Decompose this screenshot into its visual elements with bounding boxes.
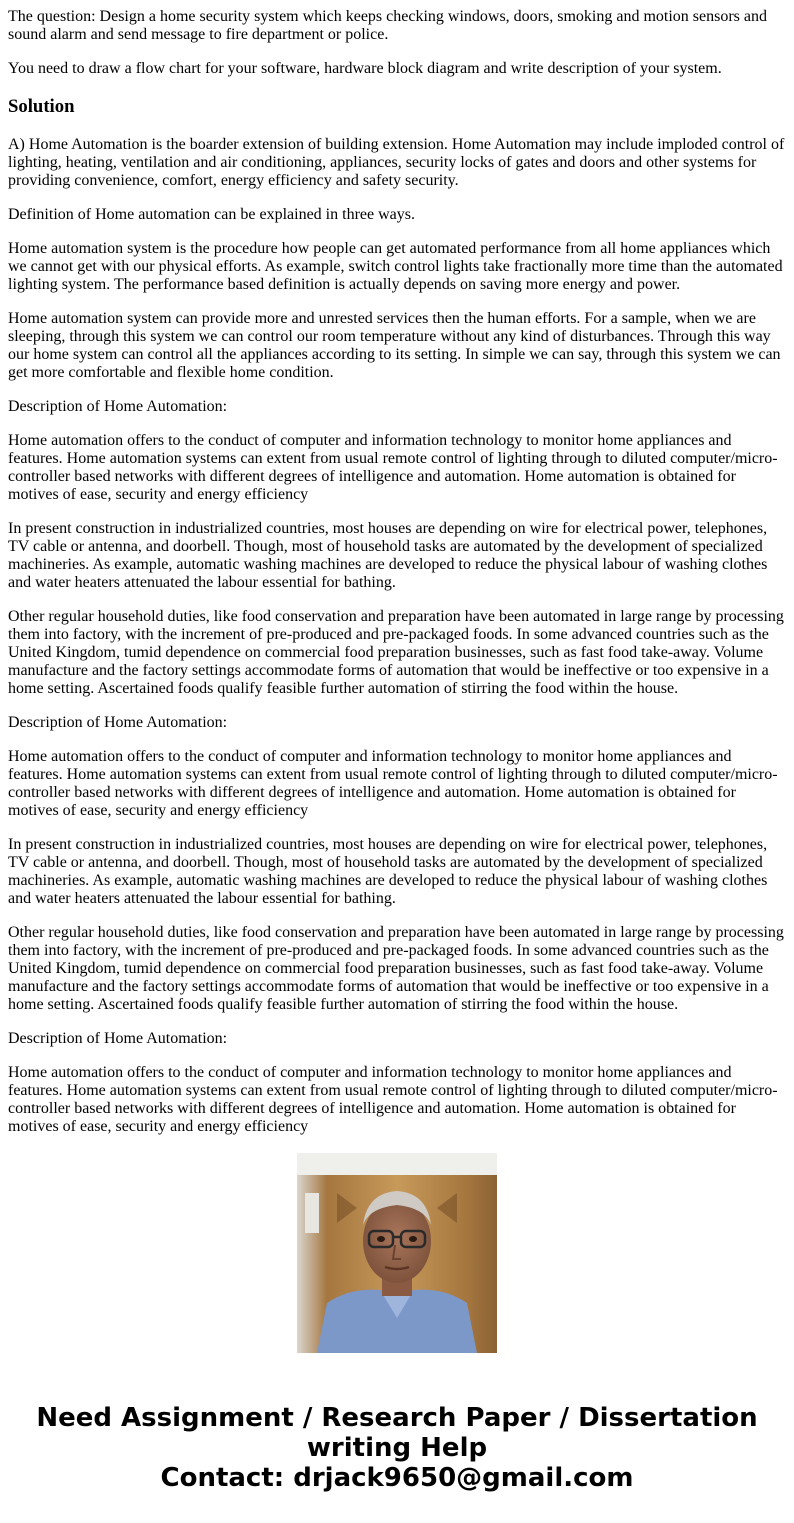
solution-intro: A) Home Automation is the boarder extension of building extension. Home Automation may include imploded control of lighting, heating, ventilation and air conditioning, appliances, security locks of gates and doors and other systems for providing convenience, comfort, energy efficiency and safety security.	[8, 136, 785, 189]
avatar	[297, 1153, 497, 1353]
section-paragraph: In present construction in industrialized countries, most houses are depending on wire for electrical power, telephones, TV cable or antenna, and doorbell. Though, most of household tasks are automated by the development of specialized machineries. As example, automatic washing machines are developed to reduce the physical labour of washing clothes and water heaters attenuated the labour essential for bathing.	[8, 836, 768, 907]
definition-paragraph-1: Home automation system is the procedure how people can get automated performance from all home appliances which we cannot get with our physical efforts. As example, switch control lights take fractionally more time than the automated lighting system. The performance based definition is actually depends on saving more energy and power.	[8, 240, 783, 293]
section-paragraph: In present construction in industrialized countries, most houses are depending on wire for electrical power, telephones, TV cable or antenna, and doorbell. Though, most of household tasks are automated by the development of specialized machineries. As example, automatic washing machines are developed to reduce the physical labour of washing clothes and water heaters attenuated the labour essential for bathing.	[8, 520, 768, 591]
question-instruction: You need to draw a flow chart for your software, hardware block diagram and write description of your system.	[8, 60, 722, 77]
section-paragraph: Other regular household duties, like food conservation and preparation have been automated in large range by processing them into factory, with the increment of pre-produced and pre-packaged foods. In some advanced countries such as the United Kingdom, tumid dependence on commercial food preparation businesses, such as fast food take-away. Volume manufacture and the factory settings accommodate forms of automation that would be ineffective or too expensive in a home setting. Ascertained foods qualify feasible further automation of stirring the food within the house.	[8, 924, 784, 1013]
section-paragraph: Home automation offers to the conduct of computer and information technology to monitor home appliances and features. Home automation systems can extent from usual remote control of lighting through to diluted computer/micro-controller based networks with different degrees of intelligence and automation. Home automation is obtained for motives of ease, security and energy efficiency	[8, 1064, 778, 1135]
section-heading: Description of Home Automation:	[8, 1030, 228, 1047]
section-paragraph: Home automation offers to the conduct of computer and information technology to monitor home appliances and features. Home automation systems can extent from usual remote control of lighting through to diluted computer/micro-controller based networks with different degrees of intelligence and automation. Home automation is obtained for motives of ease, security and energy efficiency	[8, 748, 778, 819]
avatar-portrait-image	[297, 1153, 497, 1353]
article-content	[8, 0, 786, 1135]
promo-line: writing Help	[306, 1433, 488, 1463]
definition-lead: Definition of Home automation can be explained in three ways.	[8, 206, 415, 223]
promo-line: Need Assignment / Research Paper / Dissertation	[36, 1403, 758, 1433]
section-paragraph: Other regular household duties, like food conservation and preparation have been automated in large range by processing them into factory, with the increment of pre-produced and pre-packaged foods. In some advanced countries such as the United Kingdom, tumid dependence on commercial food preparation businesses, such as fast food take-away. Volume manufacture and the factory settings accommodate forms of automation that would be ineffective or too expensive in a home setting. Ascertained foods qualify feasible further automation of stirring the food within the house.	[8, 608, 784, 697]
section-paragraph: Home automation offers to the conduct of computer and information technology to monitor home appliances and features. Home automation systems can extent from usual remote control of lighting through to diluted computer/micro-controller based networks with different degrees of intelligence and automation. Home automation is obtained for motives of ease, security and energy efficiency	[8, 432, 778, 503]
section-heading: Description of Home Automation:	[8, 398, 228, 415]
definition-paragraph-2: Home automation system can provide more and unrested services then the human efforts. For a sample, when we are sleeping, through this system we can control our room temperature without any kind of disturbances. Through this way our home system can control all the appliances according to its setting. In simple we can say, through this system we can get more comfortable and flexible home condition.	[8, 310, 781, 381]
section-heading: Description of Home Automation:	[8, 714, 228, 731]
promo-banner	[0, 1403, 794, 1493]
promo-contact: Contact: drjack9650@gmail.com	[160, 1463, 634, 1493]
solution-heading: Solution	[8, 96, 75, 117]
question-text: The question: Design a home security system which keeps checking windows, doors, smoking and motion sensors and sound alarm and send message to fire department or police.	[8, 8, 767, 43]
